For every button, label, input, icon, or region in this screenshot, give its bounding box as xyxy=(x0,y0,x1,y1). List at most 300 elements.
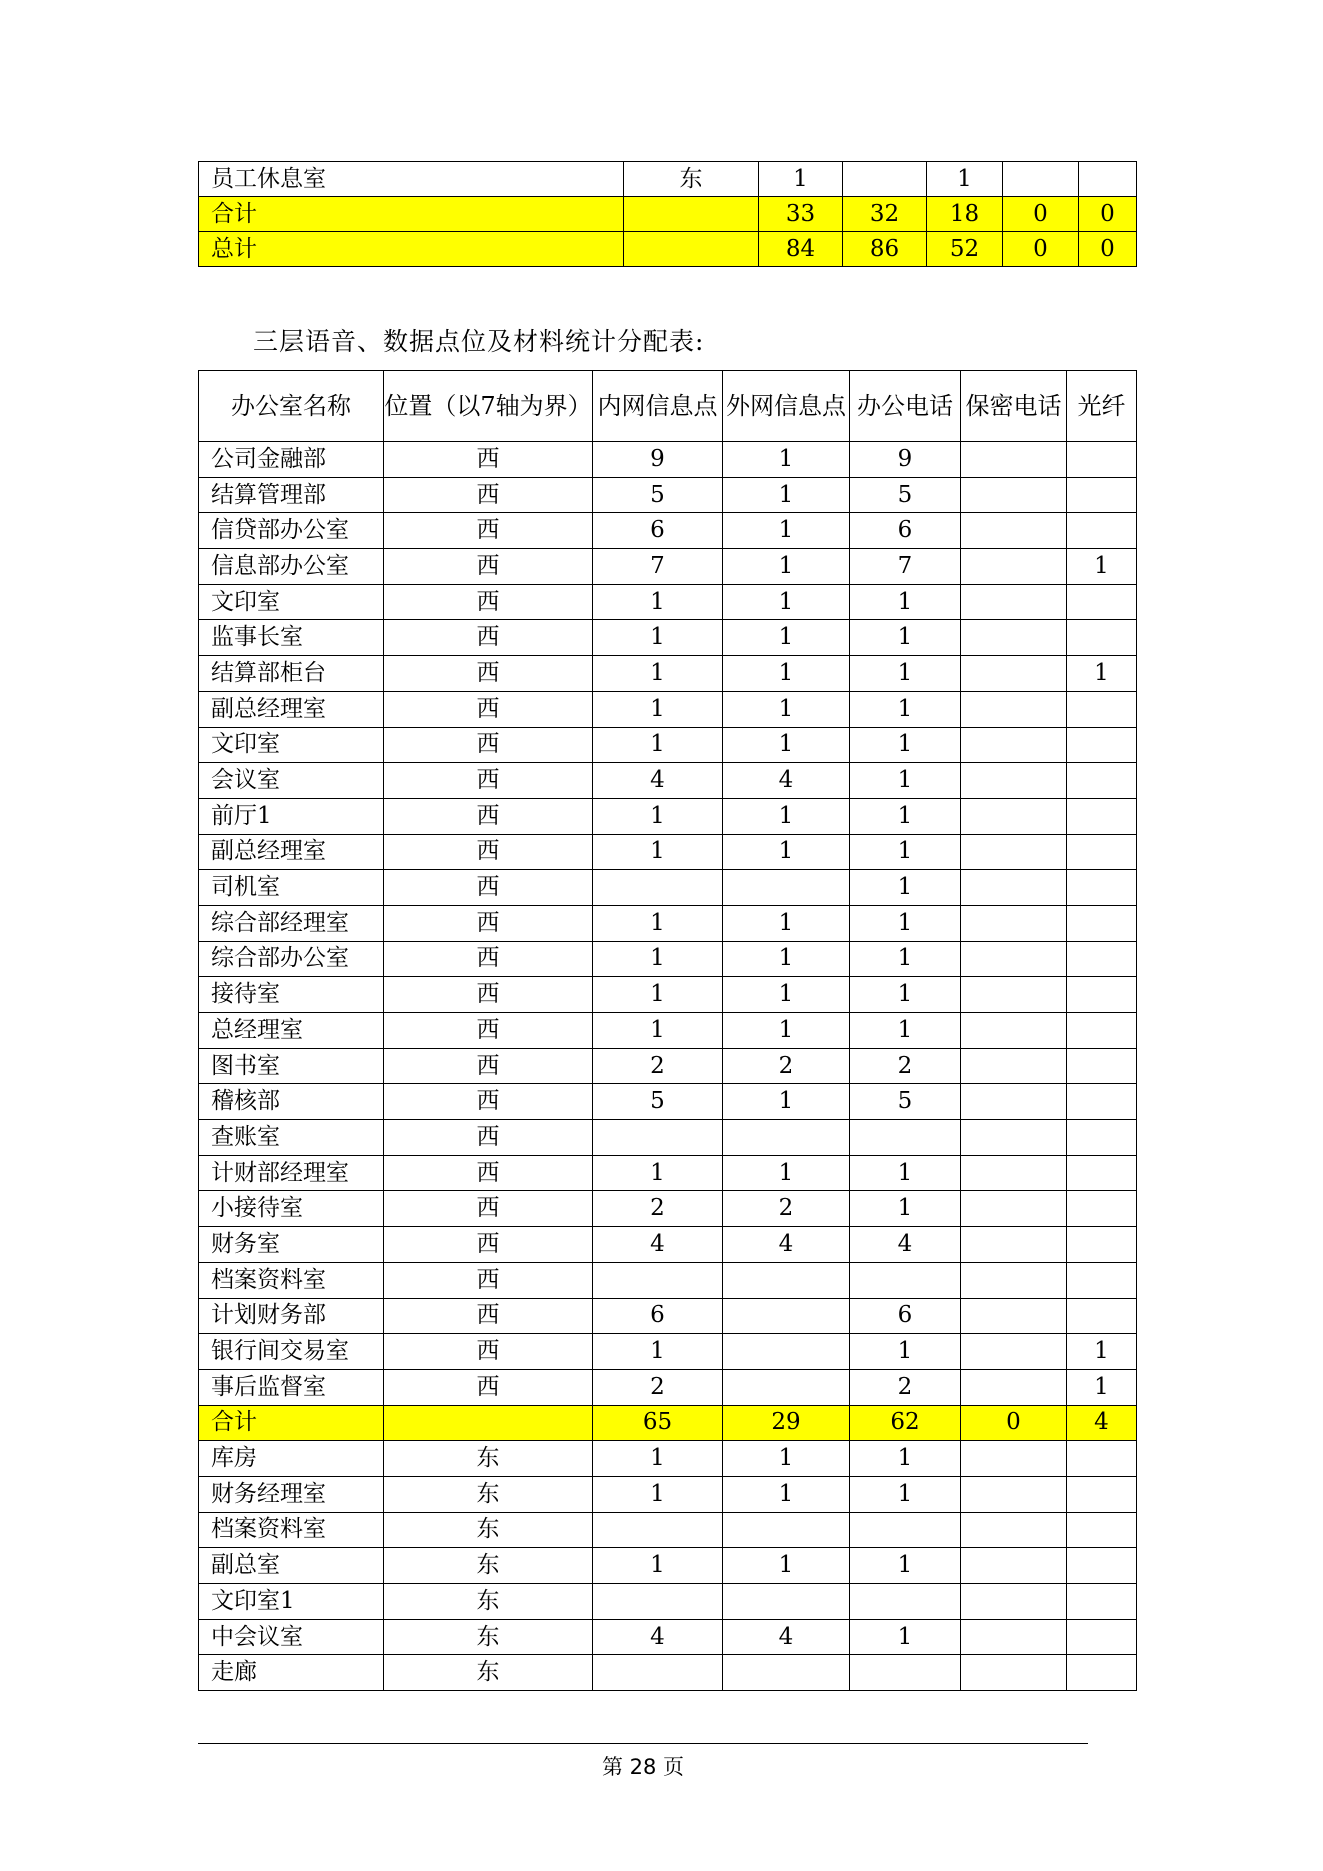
cell-fiber xyxy=(1067,1512,1137,1548)
table-row xyxy=(199,1084,1137,1120)
cell-fiber: 0 xyxy=(1079,197,1137,232)
cell-secure-phone xyxy=(961,691,1067,727)
cell-office-name: 走廊 xyxy=(199,1655,384,1691)
cell-position: 西 xyxy=(384,727,593,763)
cell-intranet: 1 xyxy=(593,834,723,870)
cell-office-name: 结算管理部 xyxy=(199,477,384,513)
cell-extranet: 1 xyxy=(723,1155,850,1191)
cell-secure-phone xyxy=(961,1619,1067,1655)
cell-office-name: 稽核部 xyxy=(199,1084,384,1120)
cell-position: 西 xyxy=(384,1369,593,1405)
table-header xyxy=(199,371,1137,442)
cell-secure-phone xyxy=(961,1013,1067,1049)
cell-intranet: 4 xyxy=(593,1619,723,1655)
cell-office-phone: 1 xyxy=(850,763,961,799)
cell-intranet: 1 xyxy=(593,727,723,763)
cell-extranet xyxy=(723,1298,850,1334)
header-extranet-points: 外网信息点 xyxy=(723,371,850,442)
table-row xyxy=(199,1155,1137,1191)
cell-secure-phone xyxy=(961,763,1067,799)
cell-intranet: 1 xyxy=(593,1548,723,1584)
cell-secure-phone xyxy=(961,1048,1067,1084)
cell-fiber xyxy=(1067,1120,1137,1156)
cell-position: 东 xyxy=(384,1512,593,1548)
cell-intranet: 33 xyxy=(759,197,843,232)
cell-secure-phone xyxy=(961,1655,1067,1691)
cell-extranet: 1 xyxy=(723,1441,850,1477)
table-row xyxy=(199,1548,1137,1584)
subtotal-row xyxy=(199,197,1137,232)
cell-intranet: 6 xyxy=(593,513,723,549)
cell-secure-phone xyxy=(961,1334,1067,1370)
cell-secure-phone xyxy=(961,1120,1067,1156)
cell-position: 西 xyxy=(384,1155,593,1191)
table-row xyxy=(199,1013,1137,1049)
table-body xyxy=(199,442,1137,1691)
table-row xyxy=(199,549,1137,585)
cell-secure-phone xyxy=(961,1369,1067,1405)
cell-office-phone: 1 xyxy=(850,977,961,1013)
cell-extranet: 29 xyxy=(723,1405,850,1441)
header-office-name: 办公室名称 xyxy=(199,371,384,442)
cell-position: 西 xyxy=(384,1120,593,1156)
cell-intranet xyxy=(593,1655,723,1691)
cell-secure-phone xyxy=(961,442,1067,478)
cell-intranet: 4 xyxy=(593,763,723,799)
cell-position: 东 xyxy=(624,162,759,197)
cell-extranet xyxy=(723,1334,850,1370)
cell-office-name: 接待室 xyxy=(199,977,384,1013)
cell-fiber xyxy=(1067,1584,1137,1620)
table-row xyxy=(199,442,1137,478)
cell-office-phone: 2 xyxy=(850,1369,961,1405)
cell-fiber xyxy=(1067,584,1137,620)
table-row xyxy=(199,905,1137,941)
cell-extranet: 2 xyxy=(723,1048,850,1084)
cell-position: 西 xyxy=(384,656,593,692)
cell-office-name: 合计 xyxy=(199,1405,384,1441)
cell-office-name: 中会议室 xyxy=(199,1619,384,1655)
cell-intranet: 1 xyxy=(593,656,723,692)
header-intranet-points: 内网信息点 xyxy=(593,371,723,442)
cell-office-phone xyxy=(850,1655,961,1691)
cell-position: 西 xyxy=(384,477,593,513)
cell-extranet: 4 xyxy=(723,1227,850,1263)
cell-secure-phone xyxy=(961,1227,1067,1263)
cell-intranet: 1 xyxy=(593,977,723,1013)
cell-secure-phone xyxy=(961,620,1067,656)
cell-office-phone: 1 xyxy=(850,656,961,692)
cell-intranet xyxy=(593,1120,723,1156)
cell-fiber: 4 xyxy=(1067,1405,1137,1441)
cell-intranet: 1 xyxy=(759,162,843,197)
cell-office-name: 银行间交易室 xyxy=(199,1334,384,1370)
cell-position: 西 xyxy=(384,905,593,941)
cell-fiber xyxy=(1067,870,1137,906)
cell-secure-phone xyxy=(961,1262,1067,1298)
cell-secure-phone xyxy=(961,798,1067,834)
cell-intranet: 4 xyxy=(593,1227,723,1263)
header-secure-phone: 保密电话 xyxy=(961,371,1067,442)
table-row xyxy=(199,584,1137,620)
cell-intranet: 1 xyxy=(593,1441,723,1477)
cell-position xyxy=(624,197,759,232)
cell-office-name: 副总室 xyxy=(199,1548,384,1584)
cell-position: 西 xyxy=(384,1191,593,1227)
cell-intranet: 1 xyxy=(593,1155,723,1191)
table-row xyxy=(199,870,1137,906)
cell-intranet: 1 xyxy=(593,1334,723,1370)
cell-extranet: 1 xyxy=(723,691,850,727)
cell-office-name: 总经理室 xyxy=(199,1013,384,1049)
cell-office-name: 副总经理室 xyxy=(199,834,384,870)
cell-position: 西 xyxy=(384,549,593,585)
cell-fiber xyxy=(1067,941,1137,977)
cell-position: 西 xyxy=(384,941,593,977)
cell-office-phone: 1 xyxy=(850,870,961,906)
cell-office-phone xyxy=(850,1262,961,1298)
cell-office-name: 档案资料室 xyxy=(199,1512,384,1548)
cell-intranet: 1 xyxy=(593,1013,723,1049)
table-row xyxy=(199,1584,1137,1620)
cell-secure-phone xyxy=(961,656,1067,692)
cell-extranet: 1 xyxy=(723,477,850,513)
cell-fiber xyxy=(1067,513,1137,549)
cell-office-name: 文印室1 xyxy=(199,1584,384,1620)
cell-extranet: 1 xyxy=(723,1013,850,1049)
cell-office-phone: 4 xyxy=(850,1227,961,1263)
table-row xyxy=(199,691,1137,727)
cell-secure-phone xyxy=(961,941,1067,977)
cell-position: 东 xyxy=(384,1619,593,1655)
cell-fiber: 1 xyxy=(1067,549,1137,585)
cell-secure-phone xyxy=(961,1191,1067,1227)
page-number: 第 28 页 xyxy=(601,1755,685,1779)
cell-fiber xyxy=(1067,763,1137,799)
cell-intranet: 2 xyxy=(593,1191,723,1227)
cell-extranet: 1 xyxy=(723,834,850,870)
cell-intranet: 1 xyxy=(593,905,723,941)
cell-office-phone: 1 xyxy=(850,905,961,941)
table-row xyxy=(199,1298,1137,1334)
cell-fiber xyxy=(1079,162,1137,197)
previous-page-table xyxy=(198,161,1137,267)
table-row xyxy=(199,1441,1137,1477)
cell-office-name: 合计 xyxy=(199,197,624,232)
cell-office-phone xyxy=(850,1120,961,1156)
cell-fiber xyxy=(1067,1262,1137,1298)
cell-office-phone: 1 xyxy=(850,834,961,870)
cell-fiber xyxy=(1067,1013,1137,1049)
cell-position: 西 xyxy=(384,1084,593,1120)
cell-office-phone: 2 xyxy=(850,1048,961,1084)
cell-fiber xyxy=(1067,834,1137,870)
table-row xyxy=(199,162,1137,197)
cell-fiber xyxy=(1067,1048,1137,1084)
table-row xyxy=(199,477,1137,513)
cell-position: 西 xyxy=(384,1334,593,1370)
cell-office-phone: 1 xyxy=(850,1619,961,1655)
table-row xyxy=(199,1227,1137,1263)
cell-office-name: 查账室 xyxy=(199,1120,384,1156)
table-row xyxy=(199,1191,1137,1227)
cell-office-name: 监事长室 xyxy=(199,620,384,656)
cell-office-phone: 1 xyxy=(850,1548,961,1584)
table-row xyxy=(199,941,1137,977)
table-row xyxy=(199,1334,1137,1370)
cell-fiber xyxy=(1067,727,1137,763)
header-row xyxy=(199,371,1137,442)
cell-intranet: 84 xyxy=(759,232,843,267)
cell-intranet: 1 xyxy=(593,584,723,620)
table-row xyxy=(199,977,1137,1013)
cell-extranet: 1 xyxy=(723,977,850,1013)
cell-office-phone: 1 xyxy=(850,1191,961,1227)
cell-office-phone: 1 xyxy=(850,941,961,977)
cell-office-name: 档案资料室 xyxy=(199,1262,384,1298)
cell-intranet: 1 xyxy=(593,691,723,727)
cell-extranet: 1 xyxy=(723,656,850,692)
cell-office-name: 司机室 xyxy=(199,870,384,906)
cell-secure-phone xyxy=(961,1298,1067,1334)
cell-position: 西 xyxy=(384,834,593,870)
cell-intranet: 1 xyxy=(593,798,723,834)
cell-secure-phone xyxy=(1003,162,1079,197)
cell-extranet: 86 xyxy=(843,232,927,267)
cell-office-name: 综合部办公室 xyxy=(199,941,384,977)
cell-office-name: 公司金融部 xyxy=(199,442,384,478)
cell-intranet xyxy=(593,1584,723,1620)
table-row xyxy=(199,620,1137,656)
cell-extranet: 1 xyxy=(723,727,850,763)
cell-fiber xyxy=(1067,1155,1137,1191)
cell-fiber xyxy=(1067,1441,1137,1477)
cell-secure-phone xyxy=(961,834,1067,870)
table-row xyxy=(199,1619,1137,1655)
cell-office-name: 信息部办公室 xyxy=(199,549,384,585)
cell-office-phone: 5 xyxy=(850,477,961,513)
cell-position: 西 xyxy=(384,442,593,478)
cell-secure-phone xyxy=(961,477,1067,513)
third-floor-points-table xyxy=(198,370,1137,1691)
cell-position: 东 xyxy=(384,1655,593,1691)
cell-fiber xyxy=(1067,1084,1137,1120)
cell-fiber: 1 xyxy=(1067,1369,1137,1405)
cell-position: 西 xyxy=(384,870,593,906)
cell-position: 西 xyxy=(384,798,593,834)
cell-fiber xyxy=(1067,620,1137,656)
cell-office-phone: 1 xyxy=(850,1441,961,1477)
table-row xyxy=(199,513,1137,549)
cell-secure-phone xyxy=(961,1512,1067,1548)
cell-position: 西 xyxy=(384,763,593,799)
cell-intranet: 6 xyxy=(593,1298,723,1334)
cell-office-name: 总计 xyxy=(199,232,624,267)
cell-fiber xyxy=(1067,1298,1137,1334)
cell-secure-phone xyxy=(961,513,1067,549)
table-caption: 三层语音、数据点位及材料统计分配表: xyxy=(253,327,705,356)
cell-position: 西 xyxy=(384,977,593,1013)
cell-intranet xyxy=(593,870,723,906)
cell-fiber xyxy=(1067,1191,1137,1227)
table-row xyxy=(199,834,1137,870)
cell-intranet: 5 xyxy=(593,1084,723,1120)
cell-position: 西 xyxy=(384,691,593,727)
cell-extranet: 1 xyxy=(723,941,850,977)
cell-fiber: 1 xyxy=(1067,656,1137,692)
cell-extranet xyxy=(843,162,927,197)
cell-fiber xyxy=(1067,1476,1137,1512)
cell-position: 西 xyxy=(384,513,593,549)
cell-secure-phone xyxy=(961,1548,1067,1584)
table-row xyxy=(199,763,1137,799)
cell-extranet: 1 xyxy=(723,905,850,941)
cell-intranet: 9 xyxy=(593,442,723,478)
cell-office-phone: 1 xyxy=(850,584,961,620)
cell-secure-phone: 0 xyxy=(1003,197,1079,232)
cell-extranet xyxy=(723,1512,850,1548)
previous-page-table-body xyxy=(199,162,1137,267)
cell-position: 西 xyxy=(384,1298,593,1334)
header-fiber: 光纤 xyxy=(1067,371,1137,442)
cell-secure-phone xyxy=(961,549,1067,585)
cell-office-name: 前厅1 xyxy=(199,798,384,834)
cell-secure-phone: 0 xyxy=(961,1405,1067,1441)
cell-extranet: 32 xyxy=(843,197,927,232)
cell-position: 西 xyxy=(384,1227,593,1263)
cell-office-phone: 1 xyxy=(850,727,961,763)
cell-secure-phone xyxy=(961,584,1067,620)
cell-intranet: 1 xyxy=(593,620,723,656)
cell-fiber xyxy=(1067,691,1137,727)
cell-position: 西 xyxy=(384,1013,593,1049)
cell-extranet xyxy=(723,1655,850,1691)
cell-office-phone: 5 xyxy=(850,1084,961,1120)
footer-divider xyxy=(198,1743,1088,1744)
cell-office-name: 财务室 xyxy=(199,1227,384,1263)
cell-extranet: 4 xyxy=(723,1619,850,1655)
cell-extranet: 1 xyxy=(723,442,850,478)
cell-office-phone: 1 xyxy=(850,1155,961,1191)
cell-intranet: 1 xyxy=(593,941,723,977)
table-row xyxy=(199,1369,1137,1405)
cell-intranet: 2 xyxy=(593,1369,723,1405)
cell-extranet: 1 xyxy=(723,1476,850,1512)
cell-extranet: 1 xyxy=(723,798,850,834)
cell-intranet: 65 xyxy=(593,1405,723,1441)
cell-office-phone: 1 xyxy=(850,620,961,656)
cell-secure-phone: 0 xyxy=(1003,232,1079,267)
cell-office-name: 库房 xyxy=(199,1441,384,1477)
cell-office-phone: 6 xyxy=(850,1298,961,1334)
cell-fiber xyxy=(1067,442,1137,478)
cell-intranet: 2 xyxy=(593,1048,723,1084)
cell-position xyxy=(624,232,759,267)
cell-secure-phone xyxy=(961,905,1067,941)
cell-office-name: 信贷部办公室 xyxy=(199,513,384,549)
cell-office-name: 计划财务部 xyxy=(199,1298,384,1334)
subtotal-row xyxy=(199,1405,1137,1441)
cell-office-name: 图书室 xyxy=(199,1048,384,1084)
cell-intranet: 5 xyxy=(593,477,723,513)
cell-extranet: 4 xyxy=(723,763,850,799)
cell-office-name: 副总经理室 xyxy=(199,691,384,727)
table-row xyxy=(199,798,1137,834)
cell-secure-phone xyxy=(961,870,1067,906)
cell-extranet: 1 xyxy=(723,549,850,585)
cell-office-phone: 6 xyxy=(850,513,961,549)
cell-intranet xyxy=(593,1512,723,1548)
cell-office-phone: 1 xyxy=(850,798,961,834)
cell-fiber xyxy=(1067,1655,1137,1691)
cell-extranet: 1 xyxy=(723,1084,850,1120)
cell-office-phone: 1 xyxy=(850,1476,961,1512)
cell-office-phone: 52 xyxy=(927,232,1003,267)
cell-office-name: 计财部经理室 xyxy=(199,1155,384,1191)
cell-fiber xyxy=(1067,905,1137,941)
cell-position: 西 xyxy=(384,584,593,620)
table-row xyxy=(199,1476,1137,1512)
cell-secure-phone xyxy=(961,1155,1067,1191)
cell-secure-phone xyxy=(961,977,1067,1013)
cell-secure-phone xyxy=(961,1584,1067,1620)
cell-office-phone: 9 xyxy=(850,442,961,478)
table-row xyxy=(199,1512,1137,1548)
cell-extranet: 1 xyxy=(723,620,850,656)
cell-fiber xyxy=(1067,977,1137,1013)
header-position: 位置（以7轴为界） xyxy=(384,371,593,442)
cell-position: 西 xyxy=(384,1262,593,1298)
table-row xyxy=(199,1048,1137,1084)
cell-extranet xyxy=(723,1584,850,1620)
table-row xyxy=(199,1262,1137,1298)
cell-office-phone: 1 xyxy=(850,1013,961,1049)
cell-office-phone: 1 xyxy=(927,162,1003,197)
cell-extranet: 1 xyxy=(723,1548,850,1584)
cell-extranet: 1 xyxy=(723,513,850,549)
cell-extranet xyxy=(723,1262,850,1298)
cell-position xyxy=(384,1405,593,1441)
cell-office-phone: 7 xyxy=(850,549,961,585)
cell-office-phone: 18 xyxy=(927,197,1003,232)
cell-secure-phone xyxy=(961,1476,1067,1512)
table-row xyxy=(199,727,1137,763)
cell-extranet: 1 xyxy=(723,584,850,620)
cell-office-phone: 1 xyxy=(850,1334,961,1370)
cell-fiber xyxy=(1067,1548,1137,1584)
cell-office-name: 综合部经理室 xyxy=(199,905,384,941)
cell-intranet: 7 xyxy=(593,549,723,585)
subtotal-row xyxy=(199,232,1137,267)
cell-fiber xyxy=(1067,798,1137,834)
cell-extranet xyxy=(723,1369,850,1405)
table-row xyxy=(199,1120,1137,1156)
cell-office-phone xyxy=(850,1512,961,1548)
cell-fiber xyxy=(1067,477,1137,513)
cell-extranet xyxy=(723,870,850,906)
cell-position: 东 xyxy=(384,1476,593,1512)
cell-position: 东 xyxy=(384,1441,593,1477)
cell-extranet xyxy=(723,1120,850,1156)
cell-office-name: 会议室 xyxy=(199,763,384,799)
header-office-phone: 办公电话 xyxy=(850,371,961,442)
cell-position: 东 xyxy=(384,1548,593,1584)
cell-office-phone: 1 xyxy=(850,691,961,727)
cell-extranet: 2 xyxy=(723,1191,850,1227)
table-row xyxy=(199,656,1137,692)
cell-secure-phone xyxy=(961,1441,1067,1477)
cell-office-name: 员工休息室 xyxy=(199,162,624,197)
